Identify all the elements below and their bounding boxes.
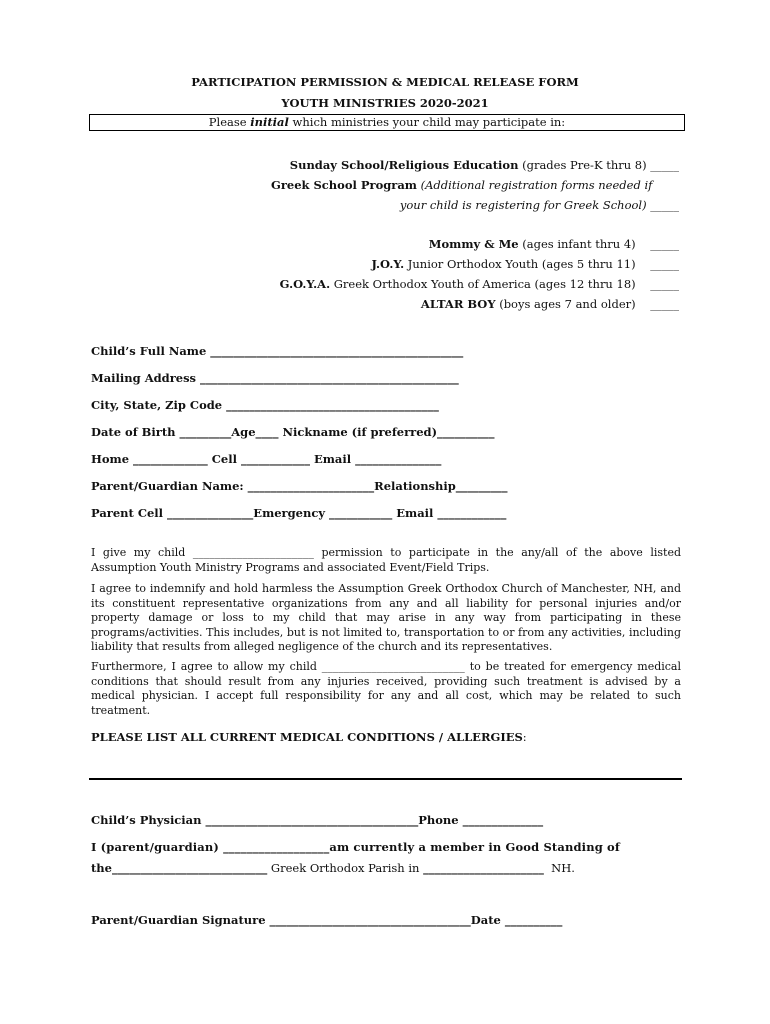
parent-cell-emergency-field[interactable]: Parent Cell _______________Emergency ___________ Email ____________	[91, 506, 507, 520]
ministry-greek-school[interactable]: Greek School Program (Additional registration forms needed if	[271, 178, 653, 192]
instruction-pre: Please	[208, 115, 251, 129]
city-state-zip-field[interactable]: City, State, Zip Code _____________________________________	[91, 398, 439, 412]
birth-age-nickname-field[interactable]: Date of Birth _________Age____ Nickname (if preferred)__________	[91, 425, 495, 439]
ministry-mommy-me[interactable]: Mommy & Me (ages infant thru 4) _____	[428, 237, 679, 251]
medical-conditions-heading: PLEASE LIST ALL CURRENT MEDICAL CONDITIONS / ALLERGIES:	[91, 730, 527, 744]
instruction-box	[89, 114, 685, 131]
child-full-name-field[interactable]: Child’s Full Name ____________________________________________	[91, 344, 464, 358]
form-subtitle: YOUTH MINISTRIES 2020-2021	[281, 96, 489, 110]
indemnify-paragraph: I agree to indemnify and hold harmless the Assumption Greek Orthodox Church of Manchester, NH, and its constituent representative organizations from any and all liability for personal injuries and/or property damage or loss to my child that may arise in any way from participating in these programs/activities. This includes, but is not limited to, transportation to or from any activities, including liability that results from alleged negligence of the church and its representatives.	[91, 582, 681, 653]
medical-conditions-line[interactable]	[89, 778, 682, 780]
permission-paragraph: I give my child ______________________ permission to participate in the any/all of the above listed Assumption Youth Ministry Programs and associated Event/Field Trips.	[91, 546, 681, 574]
ministry-goya[interactable]: G.O.Y.A. Greek Orthodox Youth of America (ages 12 thru 18) _____	[279, 277, 679, 291]
instruction-emphasis: initial	[250, 115, 289, 129]
physician-phone-field[interactable]: Child’s Physician _____________________________________Phone ______________	[91, 813, 544, 827]
medical-treatment-paragraph: Furthermore, I agree to allow my child __________________________ to be treated for emergency medical conditions that should result from any injuries received, providing such treatment is advised by a medical physician. I accept full responsibility for any and all cost, which may be related to such treatment.	[91, 660, 681, 717]
guardian-name-field[interactable]: Parent/Guardian Name: ______________________Relationship_________	[91, 479, 508, 493]
home-cell-email-field[interactable]: Home _____________ Cell ____________ Email _______________	[91, 452, 442, 466]
parish-field[interactable]: the___________________________ Greek Orthodox Parish in _____________________ NH.	[91, 861, 575, 875]
signature-date-field[interactable]: Parent/Guardian Signature ___________________________________Date __________	[91, 913, 563, 927]
ministry-joy[interactable]: J.O.Y. Junior Orthodox Youth (ages 5 thru 11) _____	[371, 257, 679, 271]
instruction-post: which ministries your child may participate in:	[288, 115, 566, 129]
ministry-altar-boy[interactable]: ALTAR BOY (boys ages 7 and older) _____	[420, 297, 679, 311]
ministry-sunday-school[interactable]: Sunday School/Religious Education (grades Pre-K thru 8) _____	[289, 158, 679, 172]
good-standing-field[interactable]: I (parent/guardian) __________________am currently a member in Good Standing of	[91, 840, 620, 854]
ministry-greek-school-cont: your child is registering for Greek School) _____	[399, 198, 679, 212]
mailing-address-field[interactable]: Mailing Address _____________________________________________	[91, 371, 459, 385]
form-title: PARTICIPATION PERMISSION & MEDICAL RELEASE FORM	[191, 75, 579, 89]
